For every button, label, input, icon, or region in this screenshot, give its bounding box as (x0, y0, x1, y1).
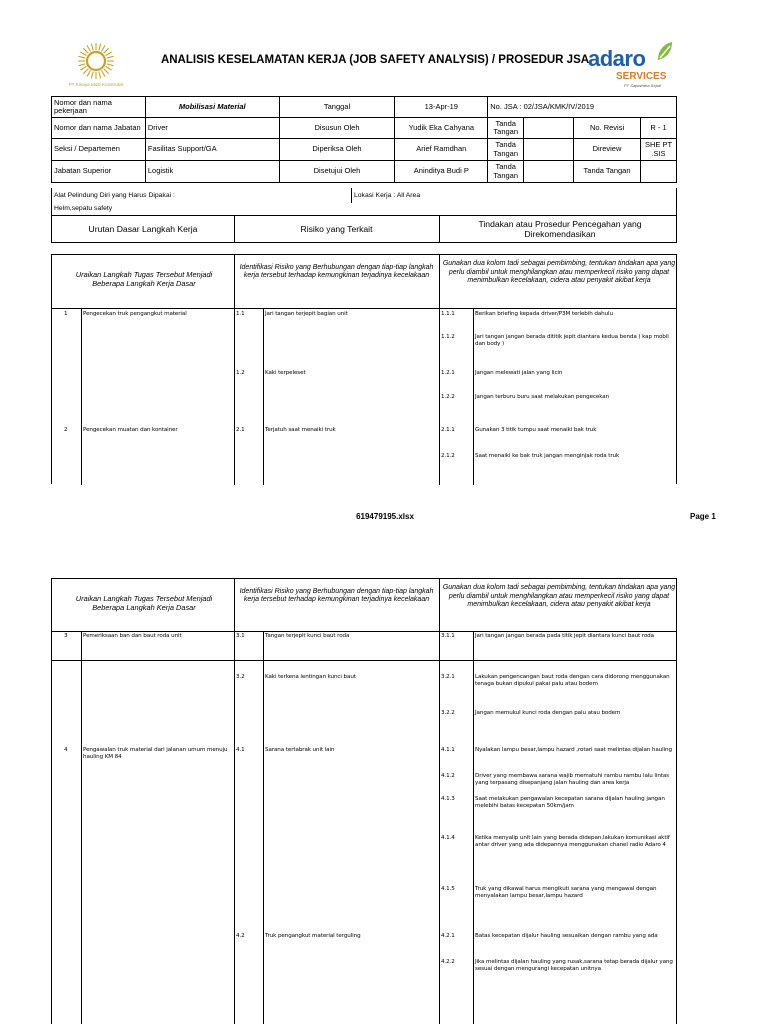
action-number: 4.2.1 (441, 933, 455, 939)
info-row-4 (52, 161, 677, 183)
action-text: Ketika menyalip unit lain yang berada didepan,lakukan komunikasi aktif antar driver yang ada didepannya menggunakan chanel radio Adaro 4 (475, 835, 670, 848)
risk-number: 3.1 (236, 633, 245, 639)
risk-text: Jari tangan terjepit bagian unit (265, 311, 348, 317)
signature-cell (524, 161, 574, 183)
action-number: 1.2.1 (441, 370, 455, 376)
step-number: 4 (64, 747, 68, 753)
risk-text: Tangan terjepit kunci baut roda (265, 633, 350, 639)
info-value: Driver (145, 118, 279, 139)
col-header-steps: Uraikan Langkah Tugas Tersebut Menjadi Beberapa Langkah Kerja Dasar (75, 594, 213, 612)
signature-label: Tanda Tangan (488, 139, 524, 161)
action-text: Saat melakukan pengawalan kecepatan sarana dijalan hauling jangan melebihi batas kecepatan 50km/jam (475, 796, 665, 809)
info-value: Logistik (145, 161, 279, 183)
info-value: Aninditya Budi P (395, 161, 488, 183)
risk-text: Terjatuh saat menaiki truk (265, 427, 336, 433)
action-text: Lakukan pengencangan baut roda dengan cara didorong menggunakan tenaga bukan dipukul pakai palu atau bodem (475, 674, 670, 687)
section-steps: Urutan Dasar Langkah Kerja (88, 224, 198, 234)
action-text: Jangan melewati jalan yang licin (475, 370, 563, 376)
company-left-name: PT Kinaya Multi Konstruksi (68, 82, 124, 87)
work-location: Lokasi Kerja : All Area (354, 192, 421, 199)
document-title: ANALISIS KESELAMATAN KERJA (JOB SAFETY ANALYSIS) / PROSEDUR JSA (160, 54, 590, 66)
adaro-logo (588, 38, 688, 93)
action-number: 2.1.2 (441, 453, 455, 459)
info-label: Disetujui Oleh (279, 161, 395, 183)
action-text: Driver yang membawa sarana wajib mematuhi rambu rambu lalu lintas yang terpasang disepanjang jalan hauling dan area kerja (475, 773, 669, 786)
action-number: 4.2.2 (441, 959, 455, 965)
step-text: Pemeriksaan ban dan baut roda unit (83, 633, 182, 639)
risk-text: Sarana tertabrak unit lain (265, 747, 335, 753)
risk-number: 2.1 (236, 427, 245, 433)
info-value: Arief Ramdhan (395, 139, 488, 161)
action-text: Berikan briefing kepada driver/P3M terlebih dahulu (475, 311, 613, 317)
col-header-steps: Uraikan Langkah Tugas Tersebut Menjadi Beberapa Langkah Kerja Dasar (75, 270, 213, 288)
info-label: Tanggal (279, 97, 395, 118)
action-text: Gunakan 3 titik tumpu saat menaiki bak truk (475, 427, 597, 433)
action-text: Nyalakan lampu besar,lampu hazard ,rotari saat melintas dijalan hauling (475, 747, 672, 753)
file-name: 619479195.xlsx (356, 512, 414, 521)
signature-label: Tanda Tangan (488, 118, 524, 139)
leaf-icon (656, 40, 674, 62)
info-value: R - 1 (640, 118, 676, 139)
risk-text: Kaki terpeleset (265, 370, 306, 376)
signature-cell (640, 161, 676, 183)
info-label: Jabatan Superior (52, 161, 146, 183)
section-actions: Tindakan atau Prosedur Pencegahan yang Direkomendasikan (478, 219, 642, 239)
jsa-table-page-2 (51, 578, 677, 1024)
risk-text: Truk pengangkut material terguling (265, 933, 361, 939)
action-text: Jari tangan jangan berada pada titik jepit diantara kunci baut roda (475, 633, 654, 639)
signature-cell (524, 118, 574, 139)
info-label: Seksi / Departemen (52, 139, 146, 161)
section-header-row (51, 215, 677, 243)
info-label: Direview (574, 139, 641, 161)
step-text: Pengecekan muatan dan kontainer (83, 427, 178, 433)
action-text: Saat menaiki ke bak truk jangan menginjak roda truk (475, 453, 620, 459)
kinaya-logo (56, 40, 136, 92)
col-header-actions: Gunakan dua kolom tadi sebagai pembimbing, tentukan tindakan apa yang perlu diambil untuk menghilangkan atau memperkecil risiko yang dapat menimbulkan kecelakaan, cidera atau penyakit akibat kerja (442, 584, 676, 609)
action-number: 3.1.1 (441, 633, 455, 639)
action-text: Jari tangan jangan berada dititik jepit diantara kedua benda ( kap mobil dan body ) (475, 334, 669, 347)
action-number: 4.1.1 (441, 747, 455, 753)
action-text: Jika melintas dijalan hauling yang rusak,sarana tetap berada dijalur yang sesuai dengan mengurangi kecepatan unitnya (475, 959, 673, 972)
info-value: Fasilitas Support/GA (145, 139, 279, 161)
signature-cell (524, 139, 574, 161)
action-number: 4.1.4 (441, 835, 455, 841)
info-label: No. Revisi (574, 118, 641, 139)
info-row-1 (52, 97, 677, 118)
action-number: 4.1.5 (441, 886, 455, 892)
step-text: Pengecekan truk pengangkut material (83, 311, 187, 317)
action-number: 2.1.1 (441, 427, 455, 433)
info-label: Tanda Tangan (574, 161, 641, 183)
jsa-number: No. JSA : 02/JSA/KMK/IV/2019 (488, 97, 677, 118)
info-label: Nomor dan nama pekerjaan (52, 97, 146, 118)
action-text: Jangan terburu buru saat melakukan pengecekan (475, 394, 610, 400)
action-number: 3.2.1 (441, 674, 455, 680)
info-row-2 (52, 118, 677, 139)
risk-number: 1.1 (236, 311, 245, 317)
action-number: 1.1.1 (441, 311, 455, 317)
info-value: Mobilisasi Material (145, 97, 279, 118)
brand-sub: SERVICES (616, 71, 667, 82)
risk-text: Kaki terkena lentingan kunci baut (265, 674, 356, 680)
info-label: Disusun Oleh (279, 118, 395, 139)
risk-number: 3.2 (236, 674, 245, 680)
info-label: Nomor dan nama Jabatan (52, 118, 146, 139)
step-number: 2 (64, 427, 68, 433)
action-number: 4.1.3 (441, 796, 455, 802)
action-number: 4.1.2 (441, 773, 455, 779)
info-table (51, 96, 677, 183)
col-header-actions: Gunakan dua kolom tadi sebagai pembimbing, tentukan tindakan apa yang perlu diambil untuk menghilangkan atau memperkecil risiko yang dapat menimbulkan kecelakaan, cidera atau penyakit akibat kerja (442, 260, 676, 285)
risk-number: 4.1 (236, 747, 245, 753)
section-risks: Risiko yang Terkait (300, 224, 373, 234)
action-number: 3.2.2 (441, 710, 455, 716)
info-value: 13-Apr-19 (395, 97, 488, 118)
step-number: 1 (64, 311, 68, 317)
risk-number: 4.2 (236, 933, 245, 939)
risk-number: 1.2 (236, 370, 245, 376)
apd-value: Helm,sepatu safety (54, 205, 113, 212)
info-label: Diperiksa Oleh (279, 139, 395, 161)
action-number: 1.1.2 (441, 334, 455, 340)
jsa-table-page-1 (51, 254, 677, 484)
apd-label: Alat Pelindung Diri yang Harus Dipakai : (54, 192, 175, 199)
brand-tag: PT Saptaindra Sejati (624, 83, 661, 88)
action-text: Truk yang dikawal harus mengikuti sarana yang mengawal dengan menyalakan lampu besar,lampu hazard (475, 886, 657, 899)
info-value: SHE PT .SIS (640, 139, 676, 161)
action-text: Jangan memukul kunci roda dengan palu atau bodem (475, 710, 621, 716)
signature-label: Tanda Tangan (488, 161, 524, 183)
step-text: Pengawalan truk material dari jalanan umum menuju hauling KM 84 (83, 747, 228, 760)
action-number: 1.2.2 (441, 394, 455, 400)
brand-name: adaro (588, 46, 646, 71)
step-number: 3 (64, 633, 68, 639)
col-header-risks: Identifikasi Risiko yang Berhubungan dengan tiap-tiap langkah kerja tersebut terhadap kemungkinan terjadinya kecelakaan (239, 588, 434, 604)
action-text: Batas kecepatan dijalur hauling sesuaikan dengan rambu yang ada (475, 933, 658, 939)
info-value: Yudik Eka Cahyana (395, 118, 488, 139)
page-number: Page 1 (690, 512, 716, 521)
apd-row (51, 188, 677, 215)
info-row-3 (52, 139, 677, 161)
col-header-risks: Identifikasi Risiko yang Berhubungan dengan tiap-tiap langkah kerja tersebut terhadap kemungkinan terjadinya kecelakaan (239, 264, 434, 280)
